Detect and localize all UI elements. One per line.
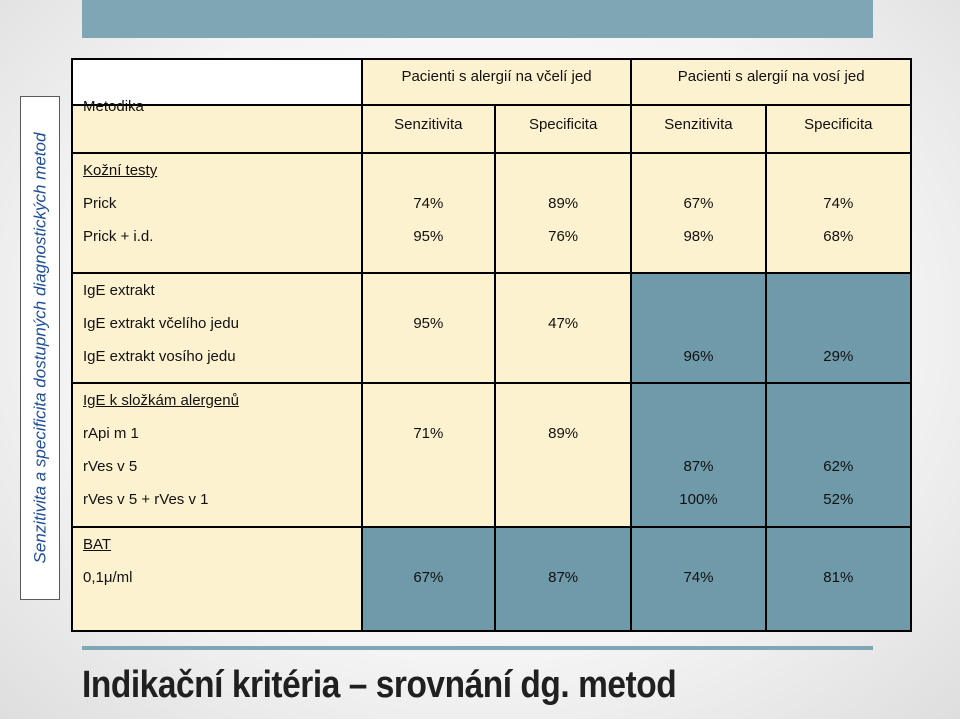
- value-cell: 62%: [823, 458, 854, 475]
- section-title-ige-extract: IgE extrakt: [83, 282, 155, 299]
- row-label-ige-bee: IgE extrakt včelího jedu: [83, 315, 239, 332]
- row-label-rapi-m1: rApi m 1: [83, 425, 139, 442]
- value-cell: [363, 340, 494, 373]
- comp-wasp-sens: [631, 383, 765, 527]
- value-cell: [632, 417, 764, 450]
- value-cell: 74%: [413, 195, 444, 212]
- value-cell: 71%: [413, 425, 444, 442]
- section-title-skin: Kožní testy: [83, 162, 158, 179]
- top-decorative-band: [82, 0, 873, 38]
- value-cell: 87%: [548, 569, 579, 586]
- value-cell: 67%: [683, 195, 714, 212]
- row-label-prick: Prick: [83, 195, 117, 212]
- comparison-table: [71, 58, 912, 632]
- row-label-ige-wasp: IgE extrakt vosího jedu: [83, 348, 236, 365]
- skin-bee-sens: [362, 153, 495, 273]
- value-cell: 81%: [823, 569, 854, 586]
- value-cell: 67%: [413, 569, 444, 586]
- wasp-spec-label: Specificita: [804, 116, 873, 133]
- value-cell: [496, 340, 630, 373]
- value-cell: 96%: [683, 348, 714, 365]
- ige-bee-spec: [495, 273, 631, 383]
- skin-tests-labels: [72, 153, 362, 273]
- comp-bee-sens: [362, 383, 495, 527]
- row-label-rves-v5-v1: rVes v 5 + rVes v 1: [83, 491, 209, 508]
- ige-extract-labels: [72, 273, 362, 383]
- value-cell: 87%: [683, 458, 714, 475]
- ige-components-labels: [72, 383, 362, 527]
- value-cell: 29%: [823, 348, 854, 365]
- value-cell: [496, 483, 630, 516]
- value-cell: [632, 307, 764, 340]
- section-title-bat: BAT: [83, 536, 112, 553]
- row-label-rves-v5: rVes v 5: [83, 458, 138, 475]
- value-cell: [363, 483, 494, 516]
- value-cell: 74%: [823, 195, 854, 212]
- ige-wasp-sens: [631, 273, 765, 383]
- value-cell: [767, 417, 910, 450]
- value-cell: 95%: [413, 228, 444, 245]
- metodika-header: [72, 98, 362, 153]
- value-cell: [767, 307, 910, 340]
- ige-bee-sens: [362, 273, 495, 383]
- slide-title: Indikační kritéria – srovnání dg. metod: [82, 664, 677, 706]
- row-label-prick-id: Prick + i.d.: [83, 228, 154, 245]
- side-title-box: [20, 96, 60, 600]
- group-header-wasp: [631, 59, 911, 105]
- skin-wasp-sens: [631, 153, 765, 273]
- value-cell: 76%: [548, 228, 579, 245]
- section-title-ige-components: IgE k složkám alergenů: [83, 392, 239, 409]
- metodika-label: Metodika: [83, 98, 144, 115]
- wasp-sens-header: [631, 105, 765, 153]
- group-header-bee: [362, 59, 632, 105]
- value-cell: 98%: [683, 228, 714, 245]
- row-label-bat-conc: 0,1μ/ml: [83, 569, 133, 586]
- group-bee-label: Pacienti s alergií na včelí jed: [401, 68, 592, 85]
- comp-bee-spec: [495, 383, 631, 527]
- value-cell: 52%: [823, 491, 854, 508]
- bat-labels: [72, 527, 362, 631]
- value-cell: 74%: [683, 569, 714, 586]
- side-title: Senzitivita a specificita dostupných diagnostických metod: [30, 132, 49, 564]
- value-cell: 89%: [548, 195, 579, 212]
- bottom-rule: [82, 646, 873, 650]
- ige-wasp-spec: [766, 273, 911, 383]
- value-cell: 68%: [823, 228, 854, 245]
- value-cell: 95%: [413, 315, 444, 332]
- bee-sens-header: [362, 105, 495, 153]
- value-cell: [496, 450, 630, 483]
- comp-wasp-spec: [766, 383, 911, 527]
- group-wasp-label: Pacienti s alergií na vosí jed: [677, 68, 865, 85]
- value-cell: 89%: [548, 425, 579, 442]
- wasp-spec-header: [766, 105, 911, 153]
- wasp-sens-label: Senzitivita: [664, 116, 733, 133]
- value-cell: 47%: [548, 315, 579, 332]
- value-cell: 100%: [679, 491, 718, 508]
- skin-wasp-spec: [766, 153, 911, 273]
- bat-bee-spec: [495, 527, 631, 631]
- bat-wasp-sens: [631, 527, 765, 631]
- bee-sens-label: Senzitivita: [394, 116, 463, 133]
- bee-spec-label: Specificita: [528, 116, 598, 133]
- bat-wasp-spec: [766, 527, 911, 631]
- skin-bee-spec: [495, 153, 631, 273]
- bat-bee-sens: [362, 527, 495, 631]
- bee-spec-header: [495, 105, 631, 153]
- value-cell: [363, 450, 494, 483]
